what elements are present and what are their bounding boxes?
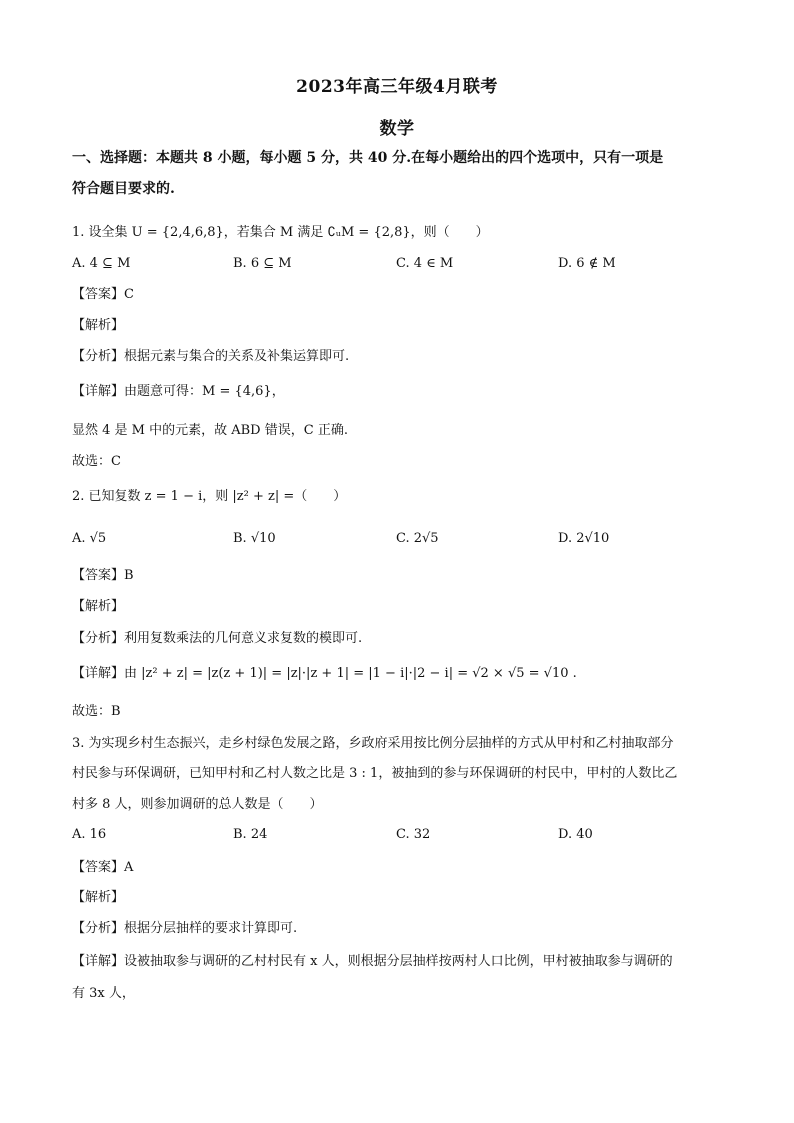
q2-breakdown: 利用复数乘法的几何意义求复数的模即可. xyxy=(124,631,363,646)
q3-breakdown: 根据分层抽样的要求计算即可. xyxy=(124,921,298,936)
q3-analysis-label: 【解析】 xyxy=(72,890,125,905)
q3-stem-line1: 3. 为实现乡村生态振兴，走乡村绿色发展之路，乡政府采用按比例分层抽样的方式从甲村和乙村抽取部分 xyxy=(72,736,674,751)
breakdown-label: 【分析】 xyxy=(72,631,125,646)
q1-answer: C xyxy=(124,287,134,302)
q1-breakdown-row xyxy=(72,347,734,367)
subject-title: 数学 xyxy=(379,119,415,139)
q1-detail-row xyxy=(72,382,734,402)
q1-answer-row xyxy=(72,285,734,305)
q2-stem: 2. 已知复数 z = 1 − i，则 |z² + z| =（ ） xyxy=(72,489,347,504)
q2-answer: B xyxy=(124,568,134,583)
answer-label: 【答案】 xyxy=(72,287,125,302)
q3-option-b: B. 24 xyxy=(233,827,268,842)
q1-choose-row xyxy=(72,452,734,472)
q3-answer-row xyxy=(72,858,734,878)
q3-stem-line3: 村多 8 人，则参加调研的总人数是（ ） xyxy=(72,797,323,812)
q1-option-a: A. 4 ⊆ M xyxy=(72,256,131,271)
choose-label: 故选： xyxy=(72,704,112,719)
q3-option-c: C. 32 xyxy=(396,827,431,842)
q3-detail-line2: 有 3x 人， xyxy=(72,986,135,1001)
q1-stem: 1. 设全集 U = {2,4,6,8}，若集合 M 满足 ∁ᵤM = {2,8}，则（ ） xyxy=(72,225,489,240)
q2-option-c: C. 2√5 xyxy=(396,531,439,546)
breakdown-label: 【分析】 xyxy=(72,921,125,936)
q1-choose: C xyxy=(111,454,121,469)
q3-option-a: A. 16 xyxy=(72,827,107,842)
section-heading-line2: 符合题目要求的. xyxy=(72,181,175,197)
q1-option-d: D. 6 ∉ M xyxy=(558,256,616,271)
q3-option-d: D. 40 xyxy=(558,827,593,842)
q2-choose-row xyxy=(72,702,734,722)
q3-stem-line2: 村民参与环保调研，已知甲村和乙村人数之比是 3 : 1，被抽到的参与环保调研的村民中，甲村的人数比乙 xyxy=(72,766,678,781)
answer-label: 【答案】 xyxy=(72,568,125,583)
q1-analysis-label: 【解析】 xyxy=(72,318,125,333)
detail-label: 【详解】 xyxy=(72,384,125,399)
q1-detail: 由题意可得：M = {4,6}， xyxy=(124,384,285,399)
answer-label: 【答案】 xyxy=(72,860,125,875)
q2-answer-row xyxy=(72,566,734,586)
q2-detail-row xyxy=(72,664,734,684)
q3-answer: A xyxy=(124,860,134,875)
q3-detail-row-1 xyxy=(72,952,734,972)
breakdown-label: 【分析】 xyxy=(72,349,125,364)
q2-option-a: A. √5 xyxy=(72,531,107,546)
page-title: 2023年高三年级4月联考 xyxy=(296,77,498,97)
q1-note: 显然 4 是 M 中的元素，故 ABD 错误，C 正确. xyxy=(72,423,348,438)
q2-analysis-label: 【解析】 xyxy=(72,599,125,614)
q2-option-d: D. 2√10 xyxy=(558,531,610,546)
q2-breakdown-row xyxy=(72,629,734,649)
section-heading-line1: 一、选择题：本题共 8 小题，每小题 5 分，共 40 分.在每小题给出的四个选项中，只有一项是 xyxy=(72,150,664,166)
q1-option-b: B. 6 ⊆ M xyxy=(233,256,292,271)
q3-breakdown-row xyxy=(72,919,734,939)
detail-label: 【详解】 xyxy=(72,666,125,681)
q2-choose: B xyxy=(111,704,121,719)
q1-breakdown: 根据元素与集合的关系及补集运算即可. xyxy=(124,349,350,364)
q2-option-b: B. √10 xyxy=(233,531,276,546)
choose-label: 故选： xyxy=(72,454,112,469)
detail-label: 【详解】 xyxy=(72,954,125,969)
q1-option-c: C. 4 ∈ M xyxy=(396,256,454,271)
q3-detail-line1: 设被抽取参与调研的乙村村民有 x 人，则根据分层抽样按两村人口比例，甲村被抽取参与调研的 xyxy=(124,954,673,969)
q2-detail: 由 |z² + z| = |z(z + 1)| = |z|·|z + 1| = |1 − i|·|2 − i| = √2 × √5 = √10 . xyxy=(124,666,577,681)
